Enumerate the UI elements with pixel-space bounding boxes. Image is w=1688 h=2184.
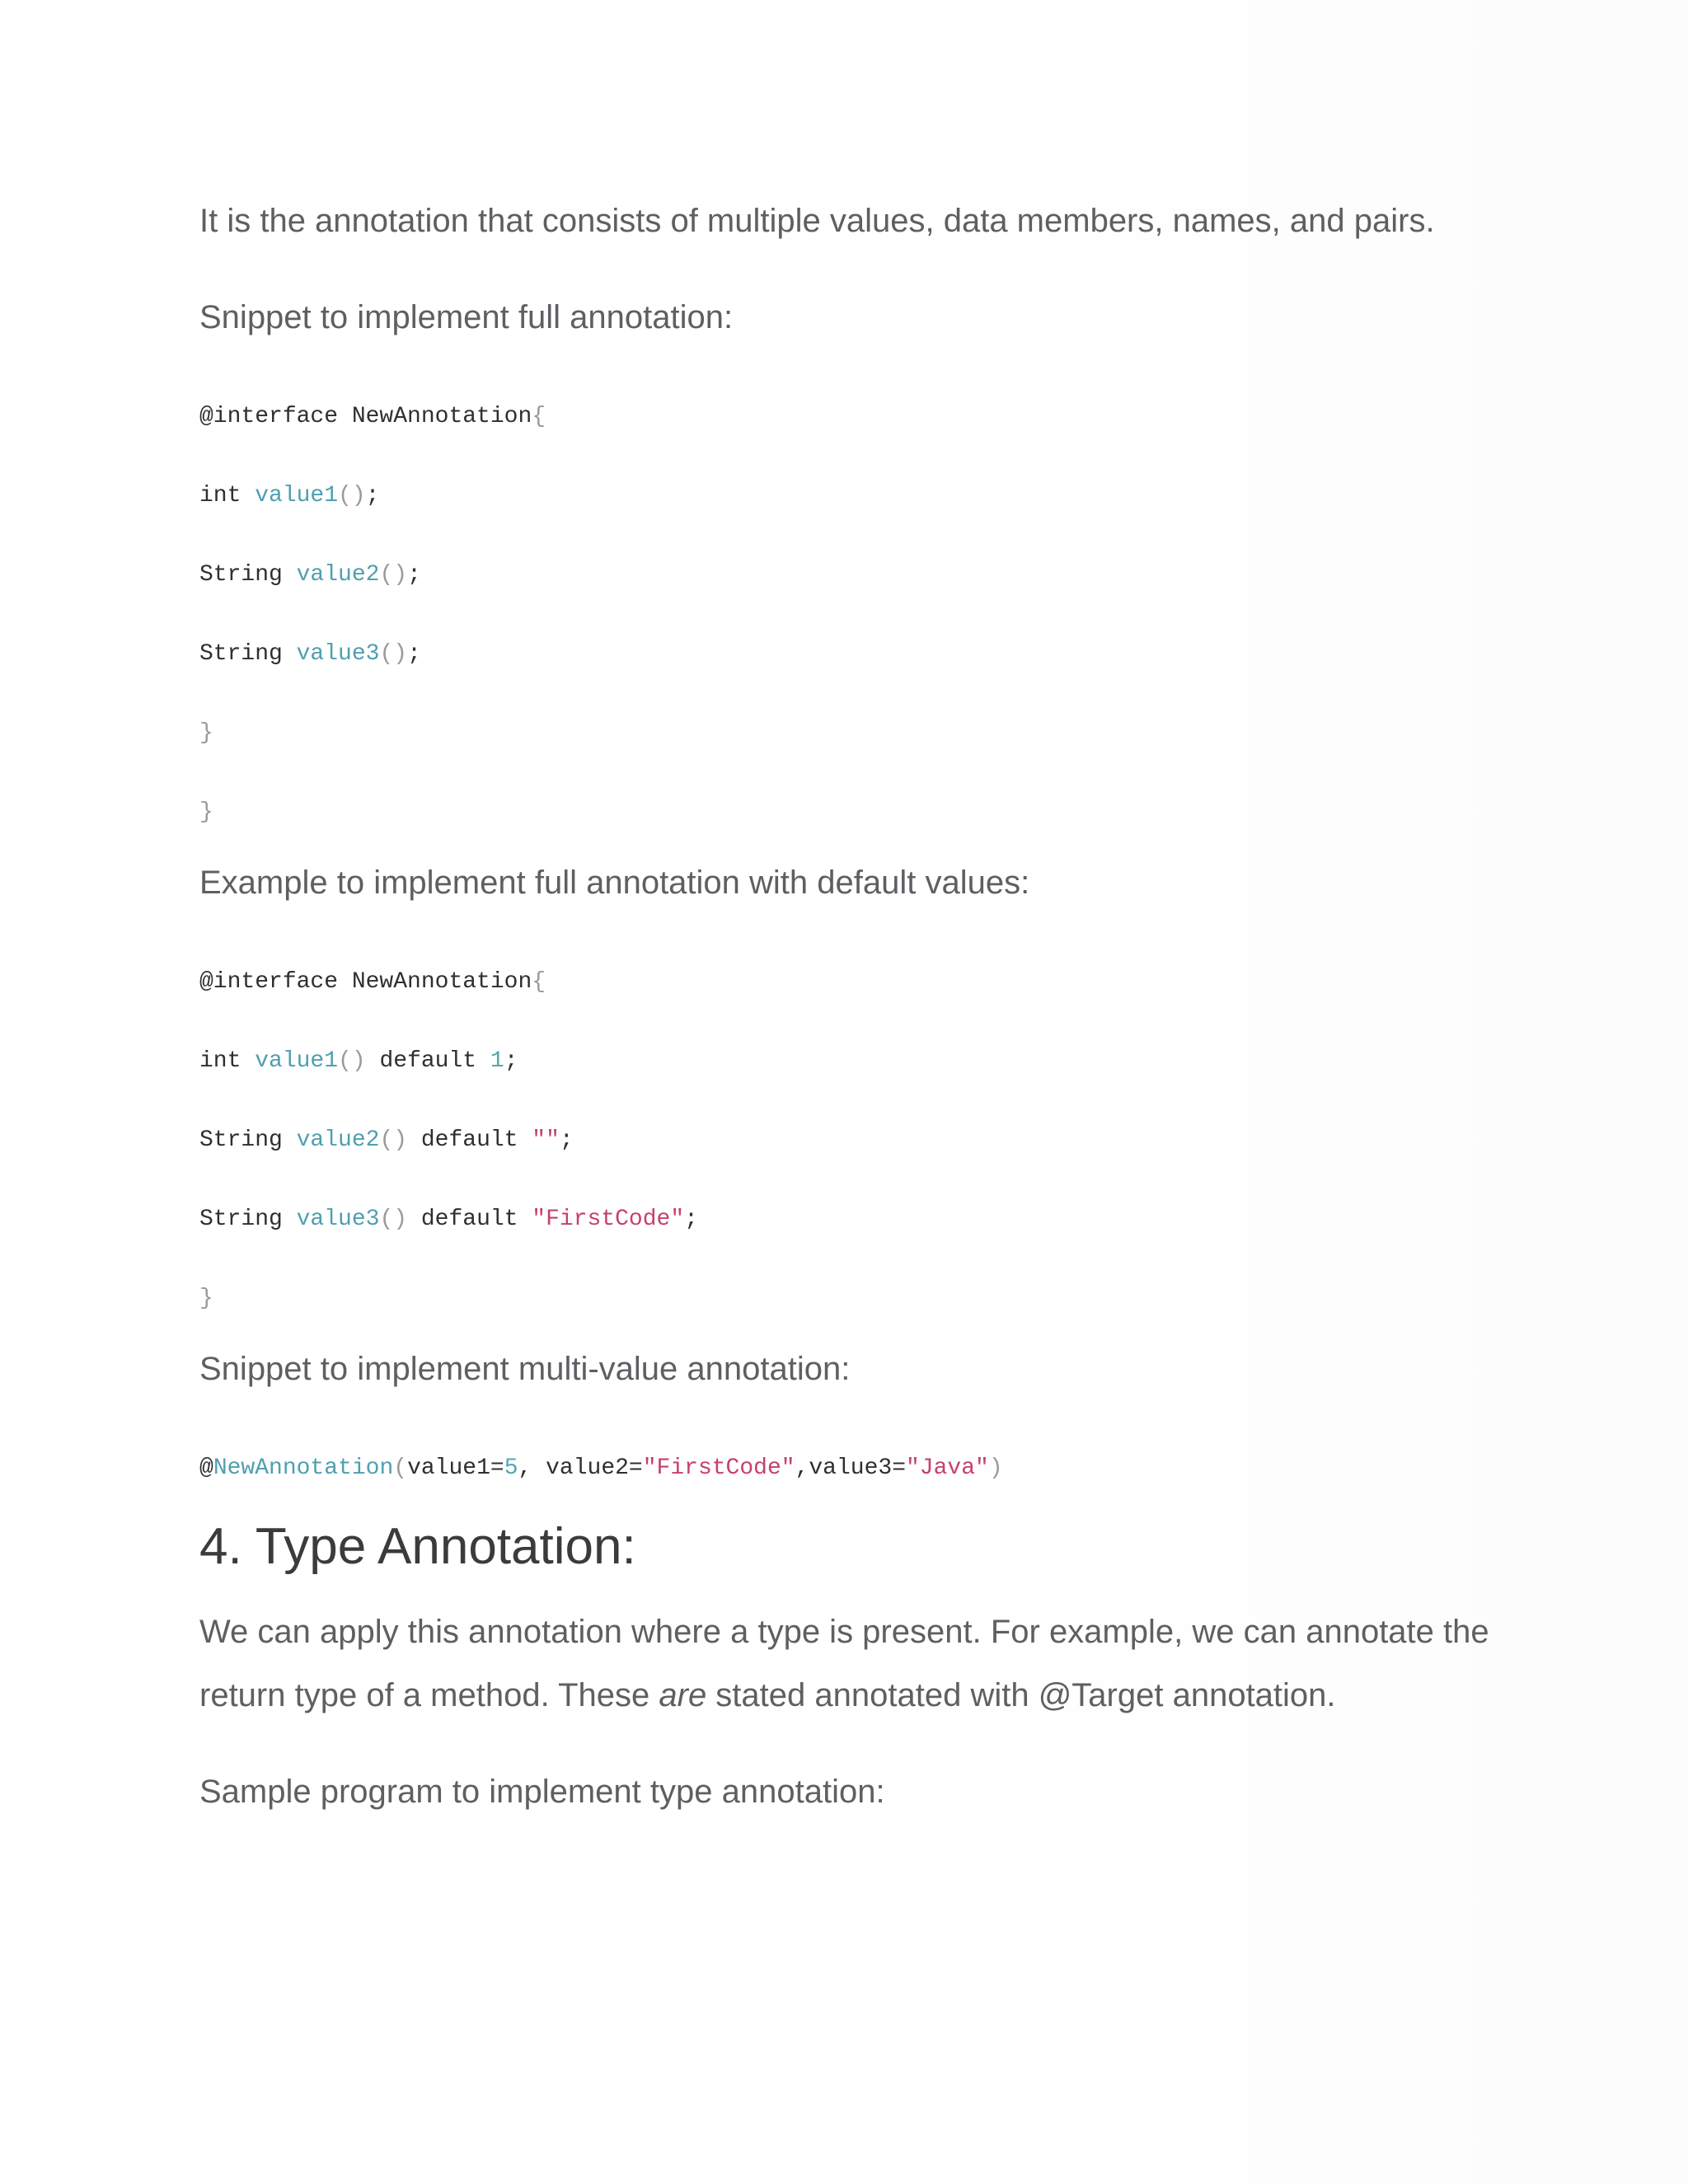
code-token: () [338, 1048, 366, 1074]
code-token: ; [684, 1207, 698, 1232]
code-line [199, 717, 1518, 796]
code-line [199, 401, 1518, 480]
code-token: "FirstCode" [642, 1455, 795, 1481]
code-token: default [365, 1048, 490, 1074]
description-text: We can apply this annotation where a type is present. For example, we can annotate the return type of a method. These [199, 1614, 1489, 1713]
code-token: , value2= [518, 1455, 643, 1481]
code-line [199, 1282, 1518, 1333]
code-line [199, 480, 1518, 559]
article-content [199, 190, 1518, 1824]
type-annotation-description [199, 1601, 1518, 1727]
code-token: () [379, 562, 408, 588]
code-token: { [532, 969, 546, 995]
code-token: 1 [490, 1048, 504, 1074]
code-token: ( [393, 1455, 408, 1481]
code-token: @interface NewAnnotation [199, 969, 532, 995]
code-line [199, 638, 1518, 717]
code-token: default [407, 1127, 532, 1153]
code-token: value1= [407, 1455, 504, 1481]
code-token: value2 [296, 562, 380, 588]
snippet-full-label: Snippet to implement full annotation: [199, 299, 734, 335]
code-token: } [199, 1286, 213, 1311]
code-token: } [199, 720, 213, 746]
code-token: ,value3= [795, 1455, 906, 1481]
code-token: "" [532, 1127, 560, 1153]
description-emphasis: are [659, 1677, 707, 1713]
code-line [199, 966, 1518, 1045]
example-default-label: Example to implement full annotation with default values: [199, 865, 1030, 901]
code-token: value3 [296, 641, 380, 667]
code-block-multi-value [199, 1452, 1518, 1503]
code-token: ) [988, 1455, 1003, 1481]
code-token: @interface NewAnnotation [199, 404, 532, 429]
code-token: value1 [255, 483, 339, 509]
code-block-full-annotation [199, 401, 1518, 847]
code-token: ; [559, 1127, 574, 1153]
code-token: ; [407, 641, 421, 667]
intro-paragraph: It is the annotation that consists of multiple values, data members, names, and pairs. [199, 203, 1435, 239]
code-line [199, 796, 1518, 847]
code-token: ; [504, 1048, 518, 1074]
code-token: @ [199, 1455, 213, 1481]
code-token: value2 [296, 1127, 380, 1153]
code-token: ; [407, 562, 421, 588]
code-token: () [379, 1127, 408, 1153]
code-token: default [407, 1207, 532, 1232]
code-token: value3 [296, 1207, 380, 1232]
code-line [199, 1045, 1518, 1124]
code-token: String [199, 1207, 297, 1232]
code-token: "Java" [906, 1455, 989, 1481]
code-token: int [199, 1048, 256, 1074]
code-token: } [199, 799, 213, 825]
code-line [199, 559, 1518, 638]
code-line [199, 1452, 1518, 1503]
code-token: { [532, 404, 546, 429]
code-token: int [199, 483, 256, 509]
sample-program-label: Sample program to implement type annotation: [199, 1774, 885, 1810]
code-token: 5 [504, 1455, 518, 1481]
code-token: () [338, 483, 366, 509]
section-heading: 4. Type Annotation: [199, 1518, 636, 1575]
code-token: NewAnnotation [213, 1455, 394, 1481]
code-token: String [199, 1127, 297, 1153]
snippet-multi-label: Snippet to implement multi-value annotation: [199, 1351, 851, 1387]
code-token: () [379, 641, 408, 667]
code-block-default-values [199, 966, 1518, 1333]
code-line [199, 1124, 1518, 1203]
description-text: stated annotated with @Target annotation. [706, 1677, 1336, 1713]
code-token: String [199, 641, 297, 667]
code-token: () [379, 1207, 408, 1232]
code-line [199, 1203, 1518, 1282]
code-token: "FirstCode" [532, 1207, 685, 1232]
code-token: ; [365, 483, 380, 509]
code-token: String [199, 562, 297, 588]
code-token: value1 [255, 1048, 339, 1074]
